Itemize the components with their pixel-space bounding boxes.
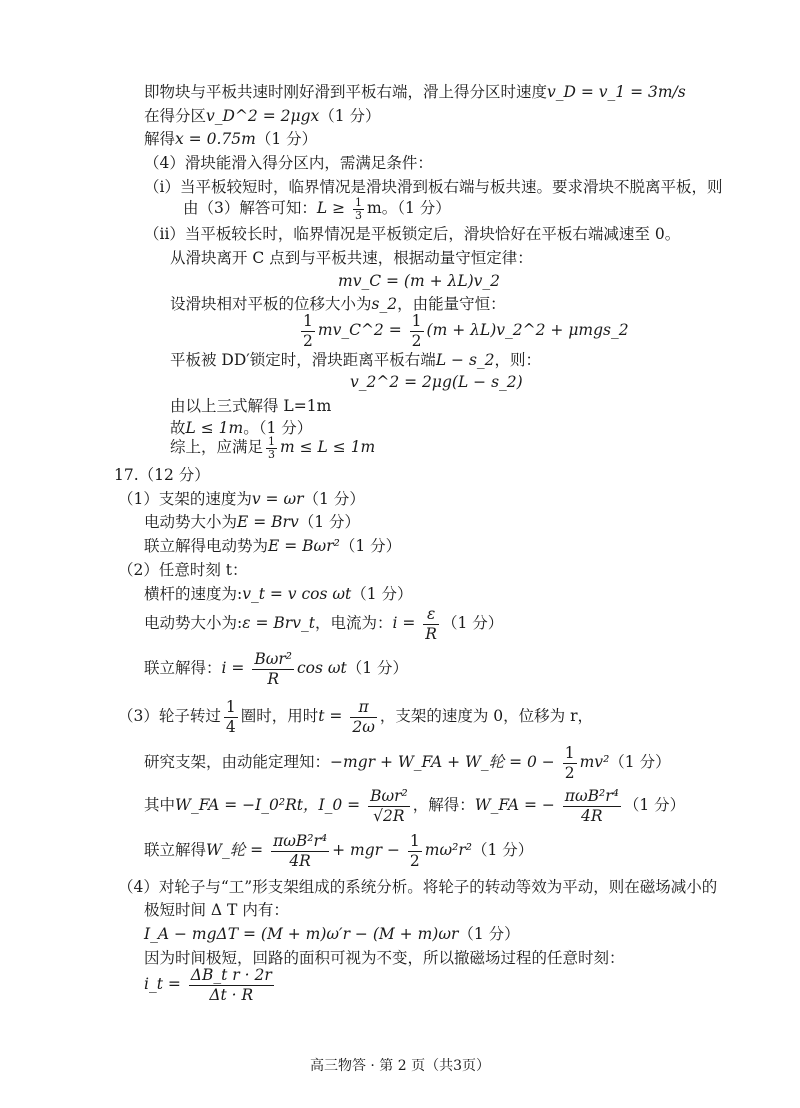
line-8: 从滑块离开 C 点到与平板共速，根据动量守恒定律： [170,249,533,267]
fraction-time: $\frac{\pi}{2\omega}$ [352,697,375,736]
line-16: 综上，应满足 $\frac{1}{3}$ m ≤ L ≤ 1m [170,434,376,461]
line-25: （3）轮子转过 $\frac{1}{4}$ 圈时，用时t = $\frac{\pi}{2\omega}$ ，支架的速度为 0，位移为 r， [118,697,594,736]
line-27: 其中W_FA = −I_0²Rt，I_0 = $\frac{\text{Bωr²}}{√2R}$ ，解得：W_FA = − $\frac{\text{πωB²r⁴}}{4R}$ （1 分） [144,786,686,825]
fraction-work: $\frac{\text{πωB²r⁴}}{4R}$ [273,831,328,870]
fraction-current: $\frac{\text{Bωr²}}{R}$ [254,649,292,688]
line-7: （ii）当平板较长时，临界情况是平板锁定后，滑块恰好在平板右端减速至 0。 [144,225,681,243]
line-12: 平板被 DD′锁定时，滑块距离平板右端L − s_2，则： [170,351,542,369]
fraction-work: $\frac{\text{πωB²r⁴}}{4R}$ [564,786,619,825]
line-26: 研究支架，由动能定理知：−mgr + W_FA + W_轮 = 0 − $\frac{1}{2}$ mv²（1 分） [144,743,671,782]
equation-energy: $\frac{1}{2}$ mv_C^2 = $\frac{1}{2}$ (m + λL)v_2^2 + μmgs_2 [303,311,629,350]
fraction-one-third: $\frac{1}{3}$ [355,195,363,222]
fraction-current-t: $\frac{\text{ΔB\_t r · 2r}}{\Delta t \cdot R}$ [190,965,272,1004]
line-23: 电动势大小为:ε = Brv_t，电流为：i = $\frac{\varepsilon}{R}$ （1 分） [144,604,504,643]
line-5: （i）当平板较短时，临界情况是滑块滑到板右端与板共速。要求滑块不脱离平板，则 [144,178,723,196]
equation-kinematics: v_2^2 = 2μg(L − s_2) [350,373,523,391]
line-28: 联立解得W_轮 = $\frac{\text{πωB²r⁴}}{4R}$ + mgr − $\frac{1}{2}$ mω²r²（1 分） [144,831,534,870]
line-4: （4）滑块能滑入得分区内，需满足条件： [144,154,433,172]
fraction-half: $\frac{1}{2}$ [564,743,575,782]
line-15: 故L ≤ 1m。（1 分） [170,419,313,437]
line-1: 即物块与平板共速时刚好滑到平板右端，滑上得分区时速度v_D = v_1 = 3m/s [144,83,686,101]
fraction-quarter: $\frac{1}{4}$ [225,697,236,736]
line-20: 联立解得电动势为E = Bωr²（1 分） [144,537,402,555]
line-10: 设滑块相对平板的位移大小为s_2，由能量守恒： [170,295,506,313]
line-19: 电动势大小为E = Brv（1 分） [144,513,361,531]
fraction-half: $\frac{1}{2}$ [409,831,420,870]
line-31: I_A − mgΔT = (M + m)ω′r − (M + m)ωr（1 分） [144,925,520,943]
fraction-i0: $\frac{\text{Bωr²}}{√2R}$ [370,786,408,825]
line-6: 由（3）解答可知：L ≥ $\frac{1}{3}$ m。（1 分） [183,195,451,222]
line-29: （4）对轮子与“工”形支架组成的系统分析。将轮子的转动等效为平动，则在磁场减小的 [118,878,718,896]
fraction-epsilon-over-r: $\frac{\varepsilon}{R}$ [425,604,437,643]
line-32: 因为时间极短，回路的面积可视为不变，所以撤磁场过程的任意时刻： [144,949,625,967]
line-30: 极短时间 Δ T 内有： [144,901,289,919]
line-24: 联立解得：i = $\frac{\text{Bωr²}}{R}$ cos ωt（1 分） [144,649,409,688]
line-33: i_t = $\frac{\text{ΔB\_t r · 2r}}{\Delta t \cdot R}$ [144,965,272,1004]
line-18: （1）支架的速度为v = ωr（1 分） [118,490,365,508]
line-3: 解得x = 0.75m（1 分） [144,130,318,148]
question-17-heading: 17.（12 分） [114,466,210,484]
equation-momentum: mv_C = (m + λL)v_2 [338,272,501,290]
fraction-half: $\frac{1}{2}$ [303,311,313,350]
page-footer: 高三物答 · 第 2 页（共3页） [309,1058,491,1074]
line-2: 在得分区v_D^2 = 2μgx（1 分） [144,107,381,125]
fraction-one-third: $\frac{1}{3}$ [268,434,276,461]
line-14: 由以上三式解得 L=1m [170,397,332,415]
line-21: （2）任意时刻 t： [118,561,248,579]
fraction-half: $\frac{1}{2}$ [411,311,422,350]
line-22: 横杆的速度为:v_t = v cos ωt（1 分） [144,585,413,603]
